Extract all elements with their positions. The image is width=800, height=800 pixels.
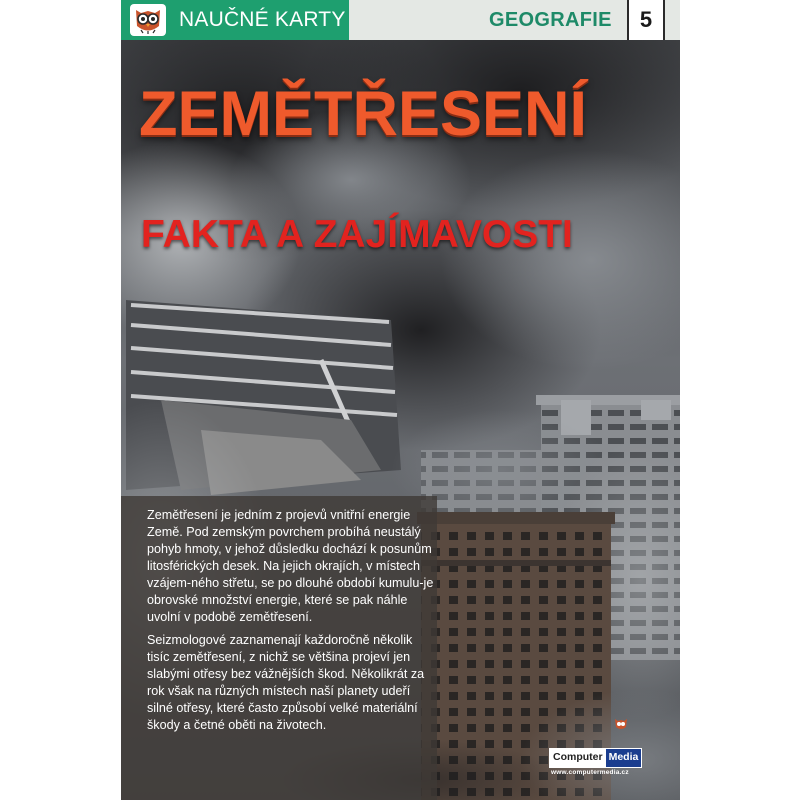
paragraph-2: Seizmologové zaznamenají každoročně několik tisíc zemětřesení, z nichž se většina projeví jen slabými otřesy bez vážnějších škod. Několikrát za rok však na různých místech naší planety udeří silné otřesy, které často způsobí velké materiální škody a četné oběti na životech. bbox=[147, 633, 425, 732]
publisher-logo bbox=[549, 748, 642, 768]
flashcard-cover bbox=[121, 0, 680, 800]
subject-label: GEOGRAFIE bbox=[489, 9, 612, 31]
card-number-box bbox=[627, 0, 665, 40]
owl-logo-icon bbox=[130, 4, 166, 36]
paragraph-1: Zemětřesení je jedním z projevů vnitřní energie Země. Pod zemským povrchem probíhá neustálý pohyb hmoty, v jehož důsledku dochází k posunům litosférických desek. Na jejich okrajích, v místech vzájem-ného střetu, se po dlouhé období kumulu-je obrovské množství energie, které se pak náhle uvolní v podobě zemětřesení. bbox=[147, 508, 434, 624]
publisher-url: www.computermedia.cz bbox=[551, 769, 629, 776]
owl-small-logo-icon bbox=[613, 717, 629, 731]
cover-subtitle: FAKTA A ZAJÍMAVOSTI bbox=[141, 213, 573, 256]
series-label: NAUČNÉ KARTY bbox=[179, 8, 346, 31]
body-text bbox=[147, 507, 435, 740]
publisher-name-part1: Computer bbox=[550, 749, 606, 767]
card-number: 5 bbox=[639, 7, 653, 32]
cover-title: ZEMĚTŘESENÍ bbox=[139, 79, 588, 149]
publisher-name-part2: Media bbox=[606, 749, 642, 767]
header-bar bbox=[121, 0, 680, 40]
